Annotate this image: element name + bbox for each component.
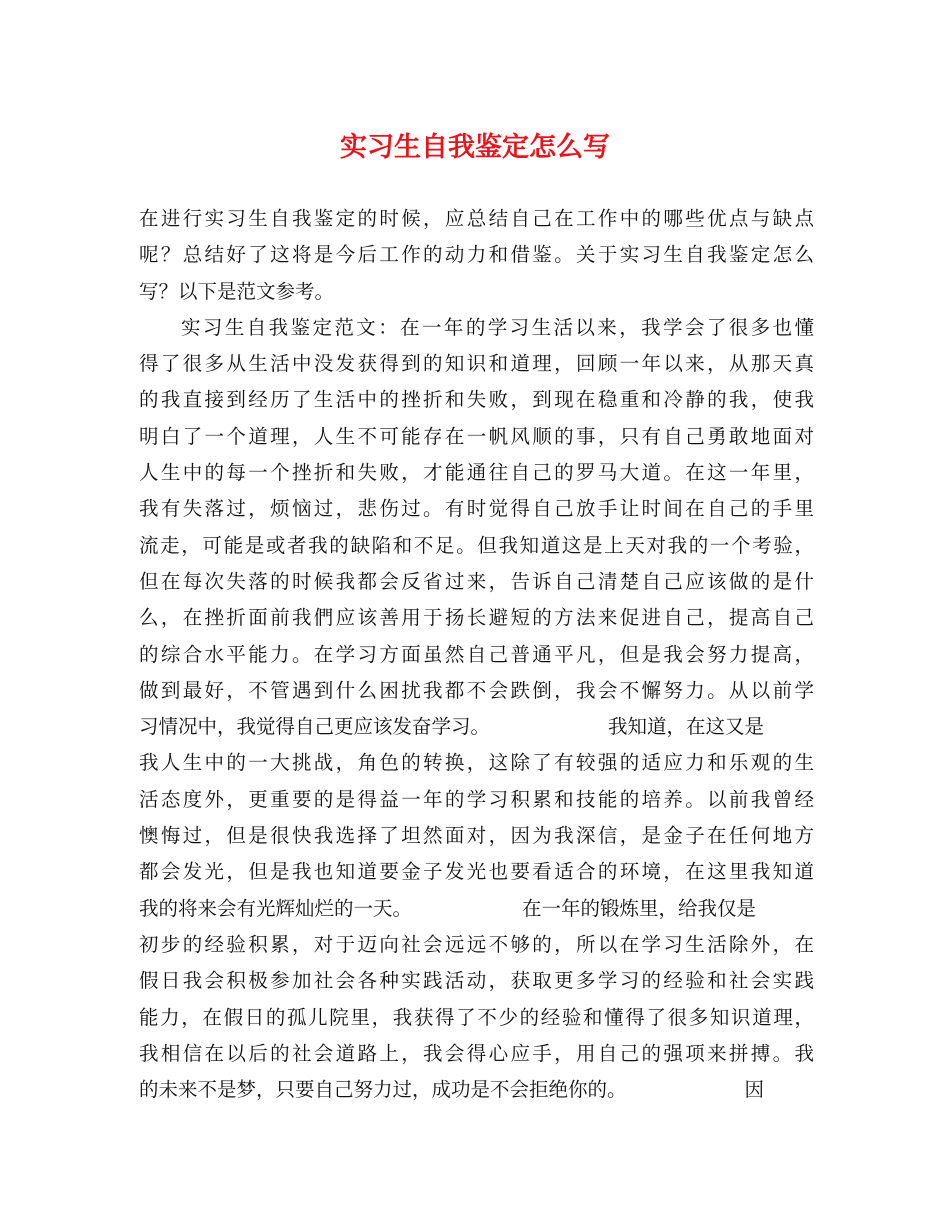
text-line: 都会发光，但是我也知道要金子发光也要看适合的环境，在这里我知道 — [139, 860, 814, 884]
text-segment: 我的将来会有光辉灿烂的一天。 — [139, 896, 413, 920]
text-line: 呢？总结好了这将是今后工作的动力和借鉴。关于实习生自我鉴定怎么 — [139, 243, 814, 267]
text-line: 我有失落过，烦恼过，悲伤过。有时觉得自己放手让时间在自己的手里 — [139, 497, 814, 521]
text-line: 的综合水平能力。在学习方面虽然自己普通平凡，但是我会努力提高， — [139, 642, 814, 666]
text-line — [139, 891, 814, 927]
text-line: 么，在挫折面前我們应该善用于扬长避短的方法来促进自己，提高自己 — [139, 606, 814, 630]
document-body — [139, 201, 814, 1108]
text-line: 初步的经验积累，对于迈向社会远远不够的，所以在学习生活除外，在 — [139, 932, 814, 956]
text-line — [139, 709, 814, 745]
document-title: 实习生自我鉴定怎么写 — [340, 132, 610, 163]
text-line: 活态度外，更重要的是得益一年的学习积累和技能的培养。以前我曾经 — [139, 787, 814, 811]
text-segment: 的未来不是梦，只要自己努力过，成功是不会拒绝你的。 — [139, 1078, 627, 1102]
text-line: 能力，在假日的孤儿院里，我获得了不少的经验和懂得了很多知识道理， — [139, 1005, 814, 1029]
text-segment: 习情况中，我觉得自己更应该发奋学习。 — [139, 715, 491, 739]
text-line: 但在每次失落的时候我都会反省过来，告诉自己清楚自己应该做的是什 — [139, 569, 814, 593]
text-line: 我人生中的一大挑战，角色的转换，这除了有较强的适应力和乐观的生 — [139, 751, 814, 775]
text-segment: 因 — [744, 1078, 765, 1102]
text-line: 的我直接到经历了生活中的挫折和失败，到现在稳重和冷静的我，使我 — [139, 388, 814, 412]
text-line: 人生中的每一个挫折和失败，才能通往自己的罗马大道。在这一年里， — [139, 461, 814, 485]
text-line — [139, 1072, 814, 1108]
text-line: 在进行实习生自我鉴定的时候，应总结自己在工作中的哪些优点与缺点 — [139, 207, 814, 230]
text-line: 做到最好，不管遇到什么困扰我都不会跌倒，我会不懈努力。从以前学 — [139, 678, 814, 702]
text-line: 明白了一个道理，人生不可能存在一帆风顺的事，只有自己勇敢地面对 — [139, 424, 814, 448]
text-segment: 在一年的锻炼里，给我仅是 — [522, 896, 757, 920]
text-line: 我相信在以后的社会道路上，我会得心应手，用自己的强项来拼搏。我 — [139, 1041, 814, 1065]
text-line: 写？以下是范文参考。 — [139, 279, 335, 303]
text-line: 假日我会积极参加社会各种实践活动，获取更多学习的经验和社会实践 — [139, 969, 814, 993]
text-line: 得了很多从生活中没发获得到的知识和道理，回顾一年以来，从那天真 — [139, 352, 814, 376]
text-segment: 我知道，在这又是 — [608, 715, 765, 739]
text-line: 懊悔过，但是很快我选择了坦然面对，因为我深信，是金子在任何地方 — [139, 824, 814, 848]
text-line: 流走，可能是或者我的缺陷和不足。但我知道这是上天对我的一个考验， — [139, 533, 814, 557]
text-line: 实习生自我鉴定范文：在一年的学习生活以来，我学会了很多也懂 — [181, 315, 814, 339]
